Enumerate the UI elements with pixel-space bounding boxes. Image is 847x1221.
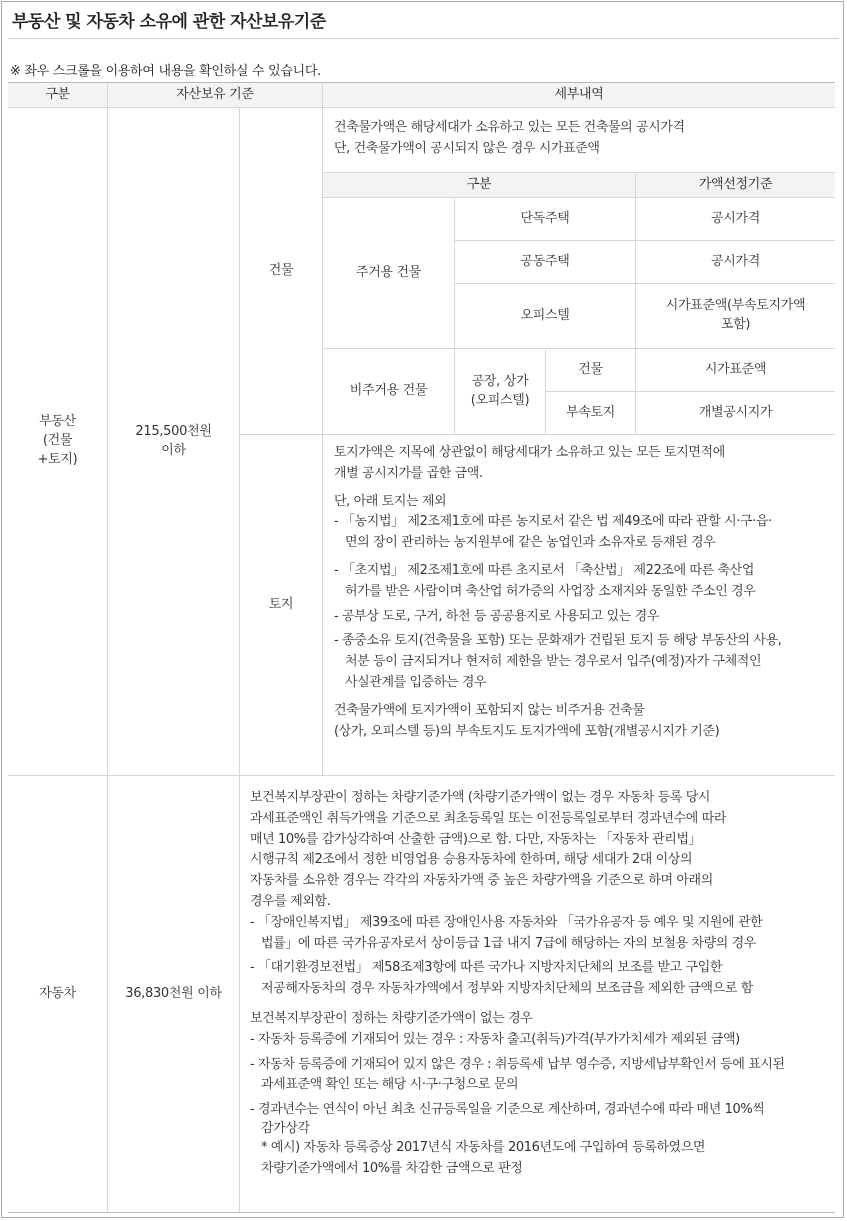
scroll-notice: ※ 좌우 스크롤을 이용하여 내용을 확인하실 수 있습니다.: [10, 64, 321, 79]
detached-label: 단독주택: [455, 198, 636, 241]
table-bottom-border: [8, 1212, 835, 1213]
car-exclusion-item: - 「장애인복지법」 제39조에 따른 장애인사용 자동차와 「국가유공자 등 예우 및 지원에 관한: [250, 914, 763, 930]
subheader-price: 가액선정기준: [636, 173, 835, 198]
car-novalue-item: - 자동차 등록증에 기재되어 있는 경우 : 자동차 출고(취득)가격(부가가치세가 제외된 금액): [250, 1031, 740, 1047]
realestate-category: 부동산 (건물 +토지): [8, 108, 108, 776]
land-except-item: - 「농지법」 제2조제1호에 따른 농지로서 같은 법 제49조에 따라 관할 시·구·읍·: [334, 514, 772, 530]
car-novalue-item: - 자동차 등록증에 기재되어 있지 않은 경우 : 취등록세 납부 영수증, 지방세납부확인서 등에 표시된: [250, 1056, 785, 1072]
nonresidential-label: 비주거용 건물: [323, 349, 455, 435]
header-category: 구분: [8, 83, 108, 108]
car-exclusion-item: - 「대기환경보전법」 제58조제3항에 따른 국가나 지방자치단체의 보조를 받고 구입한: [250, 960, 723, 976]
land-detail: 토지가액은 지목에 상관없이 해당세대가 소유하고 있는 모든 토지면적에 개별 공시지가를 곱한 금액. 단, 아래 토지는 제외 - 「농지법」 제2조제1호에 따른 농지로서 같은 법 제49조에 따라 관할 시·구·읍· 면의 장이 관리하는 농지원부에 같은 농업인과 소유자로 등재된 경우 - 「초지법」 제2조제1호에 따른 초지로서 「축산법」 제22조에 따른 축산업 허가를 받은 사람이며 축산업 허가증의 사업장 소재지와 동일한 주소인 경우 - 공부상 도로, 구거, 하천 등 공공용지로 사용되고 있는 경우 - 종중소유 토지(건축물을 포함) 또는 문화재가 건립된 토지 등 해당 부동산의 사용, 처분 등이 금지되거나 현저히 제한을 받는 경우로서 입주(예정)자가 구체적인 사실관계를 입증하는 경우 건축물가액에 토지가액이 포함되지 않는 비주거용 건축물 (상가, 오피스텔 등)의 부속토지도 토지가액에 포함(개별공시지가 기준): [334, 445, 782, 739]
car-standard: 36,830천원 이하: [108, 776, 240, 1213]
apartment-price: 공시가격: [636, 241, 835, 284]
land-attached-label: 부속토지: [546, 392, 636, 435]
header-detail: 세부내역: [323, 83, 835, 108]
building-intro: 건축물가액은 해당세대가 소유하고 있는 모든 건축물의 공시가격 단, 건축물가액이 공시되지 않은 경우 시가표준액: [334, 120, 685, 156]
title-divider: [8, 38, 839, 39]
page-title: 부동산 및 자동차 소유에 관한 자산보유기준: [12, 12, 326, 32]
car-category: 자동차: [8, 776, 108, 1213]
bldg-price: 시가표준액: [636, 349, 835, 392]
factory-label: 공장, 상가 (오피스텔): [455, 349, 546, 435]
subheader-category: 구분: [323, 173, 636, 198]
realestate-standard: 215,500천원 이하: [108, 108, 240, 776]
land-except-item: - 공부상 도로, 구거, 하천 등 공공용지로 사용되고 있는 경우: [334, 608, 659, 624]
officetel-label: 오피스텔: [455, 284, 636, 349]
land-except-item: - 「초지법」 제2조제1호에 따른 초지로서 「축산법」 제22조에 따른 축산업: [334, 562, 754, 578]
apartment-label: 공동주택: [455, 241, 636, 284]
car-detail: 보건복지부장관이 정하는 차량기준가액 (차량기준가액이 없는 경우 자동차 등록 당시 과세표준액인 취득가액을 기준으로 최초등록일 또는 이전등록일로부터 경과년수에 따라 매년 10%를 감가상각하여 산출한 금액)으로 함. 다만, 자동차는 「자동차 관리법」 시행규칙 제2조에서 정한 비영업용 승용자동차에 한하며, 해당 세대가 2대 이상의 자동차를 소유한 경우는 각각의 자동차가액 중 높은 차량가액을 기준으로 하며 아래의 경우를 제외함. - 「장애인복지법」 제39조에 따른 장애인사용 자동차와 「국가유공자 등 예우 및 지원에 관한 법률」에 따른 국가유공자로서 상이등급 1급 내지 7급에 해당하는 자의 보철용 차량의 경우 - 「대기환경보전법」 제58조제3항에 따른 국가나 지방자치단체의 보조를 받고 구입한 저공해자동차의 경우 자동차가액에서 정부와 지방자치단체의 보조금을 제외한 금액으로 함 보건복지부장관이 정하는 차량기준가액이 없는 경우 - 자동차 등록증에 기재되어 있는 경우 : 자동차 출고(취득)가격(부가가치세가 제외된 금액) - 자동차 등록증에 기재되어 있지 않은 경우 : 취등록세 납부 영수증, 지방세납부확인서 등에 표시된 과세표준액 확인 또는 해당 시·구·구청으로 문의 - 경과년수는 연식이 아닌 최초 신규등록일을 기준으로 계산하며, 경과년수에 따라 매년 10%씩 감가상각 * 예시) 자동차 등록증상 2017년식 자동차를 2016년도에 구입하여 등록하였으면 차량기준가액에서 10%를 차감한 금액으로 판정: [250, 790, 785, 1176]
land-except-item: - 종중소유 토지(건축물을 포함) 또는 문화재가 건립된 토지 등 해당 부동산의 사용,: [334, 633, 782, 649]
residential-label: 주거용 건물: [323, 198, 455, 349]
detached-price: 공시가격: [636, 198, 835, 241]
land-attached-price: 개별공시지가: [636, 392, 835, 435]
car-novalue-item: - 경과년수는 연식이 아닌 최초 신규등록일을 기준으로 계산하며, 경과년수에 따라 매년 10%씩: [250, 1102, 765, 1118]
building-label: 건물: [240, 108, 323, 435]
land-label: 토지: [240, 435, 323, 776]
bldg-label: 건물: [546, 349, 636, 392]
header-standard: 자산보유 기준: [108, 83, 323, 108]
officetel-price: 시가표준액(부속토지가액 포함): [636, 284, 835, 349]
